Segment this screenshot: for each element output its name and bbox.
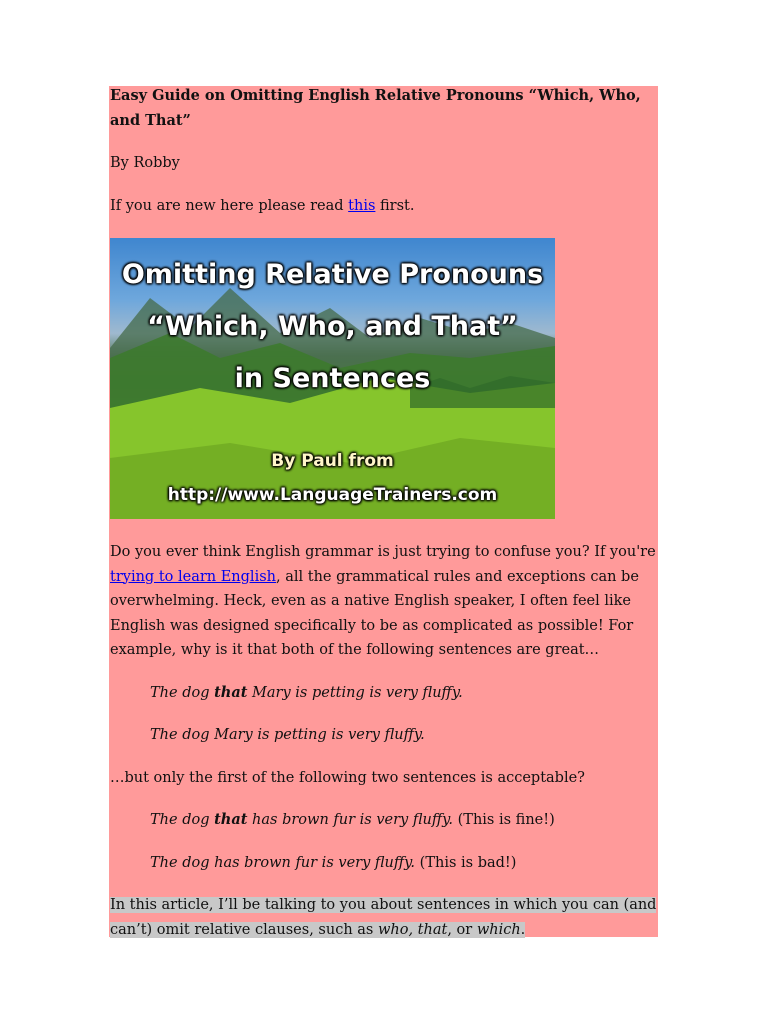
middle-line: …but only the first of the following two sentences is acceptable? (110, 769, 585, 786)
article-body (110, 84, 660, 942)
example-1-part-a: The dog (150, 684, 215, 701)
example-1-part-b: Mary is petting is very fluffy. (247, 684, 463, 701)
example-3-note: (This is fine!) (453, 812, 555, 828)
example-4-text: The dog has brown fur is very fluffy. (150, 854, 416, 871)
hero-line-3: in Sentences (234, 363, 431, 394)
example-sentence-1 (110, 681, 660, 706)
example-4-note: (This is bad!) (415, 854, 517, 871)
who-word: who (377, 921, 409, 938)
paragraph-1-text-end: , all the grammatical rules and exceptions can be overwhelming. Heck, even as a native English speaker, I often feel like English was designed specifically to be as complicated as possible! For example, why is it that both of the following sentences are great… (110, 568, 639, 658)
closing-text (110, 897, 656, 938)
hero-line-1: Omitting Relative Pronouns (121, 259, 544, 290)
example-3-part-b: has brown fur is very fluffy. (247, 812, 453, 828)
example-sentence-4 (110, 851, 660, 876)
learn-english-link[interactable]: trying to learn English (110, 568, 276, 585)
example-1-bold: that (214, 683, 248, 701)
comma-1: , (408, 921, 418, 938)
closing-text-start: In this article, I’ll be talking to you about sentences in which you can (and can’t) omit relative clauses, such as (110, 897, 657, 938)
intro-text: If you are new here please read (110, 197, 349, 214)
closing-paragraph (110, 893, 660, 942)
byline: By Robby (110, 155, 180, 171)
or-word: , or (447, 921, 477, 938)
intro-text-end: first. (375, 197, 415, 214)
hero-image (110, 238, 555, 519)
which-word: which (476, 921, 521, 938)
article-title: Easy Guide on Omitting English Relative Pronouns “Which, Who, and That” (110, 87, 641, 129)
example-3-bold: that (214, 811, 248, 828)
that-word: that (417, 921, 448, 938)
example-3-part-a: The dog (150, 812, 215, 828)
intro-line (110, 194, 660, 219)
closing-period: . (520, 921, 526, 938)
paragraph-1-text: Do you ever think English grammar is just trying to confuse you? If you're (110, 544, 656, 560)
example-sentence-3 (110, 808, 660, 833)
this-link[interactable]: this (348, 197, 376, 214)
hero-line-4: By Paul from (271, 451, 394, 471)
hero-line-5: http://www.LanguageTrainers.com (167, 485, 498, 505)
hero-line-2: “Which, Who, and That” (147, 311, 518, 342)
example-sentence-2: The dog Mary is petting is very fluffy. (150, 727, 425, 743)
paragraph-1 (110, 540, 660, 663)
